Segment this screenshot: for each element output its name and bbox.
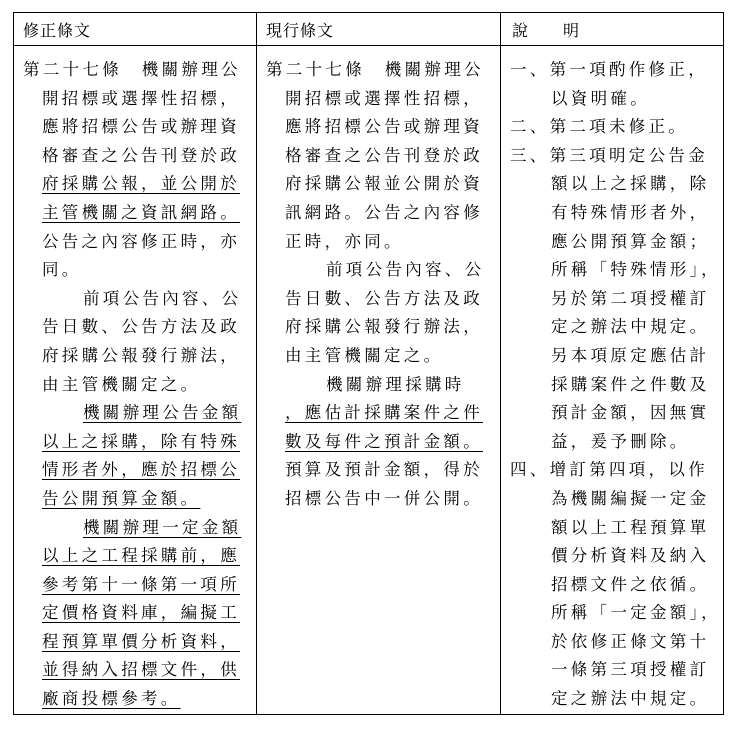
revised-underline: 參考第十一條第一項所 xyxy=(42,574,240,594)
current-text xyxy=(266,56,484,514)
text-line: 前項公告內容、公 xyxy=(83,288,242,308)
text-line: 應將招標公告或辦理資 xyxy=(285,117,483,137)
header-revised: 修正條文 xyxy=(23,21,92,40)
text-line: 同。 xyxy=(42,260,82,280)
text-line: 告日數、公告方法及政 xyxy=(285,288,483,308)
text-line xyxy=(23,456,241,485)
revised-text xyxy=(23,56,241,714)
text-line: 機關辦理採購時 xyxy=(326,374,465,394)
text-line: 由主管機關定之。 xyxy=(42,374,201,394)
text-line xyxy=(266,399,484,428)
text-line xyxy=(23,571,241,600)
text-line xyxy=(23,399,241,428)
text-line: 預計金額，因無實 xyxy=(551,403,710,423)
text-line: 另於第二項授權訂 xyxy=(551,288,710,308)
text-line: 第二十七條 機關辦理公 xyxy=(266,60,484,79)
text-line: 一條第三項授權訂 xyxy=(551,660,710,680)
text-line xyxy=(23,542,241,571)
text-line xyxy=(23,199,241,228)
text-line: 第二十七條 機關辦理公 xyxy=(23,60,241,79)
text-line: 四、增訂第四項，以作 xyxy=(510,460,708,480)
text-line: 益，爰予刪除。 xyxy=(551,431,690,451)
revised-underline: 情形者外，應於招標公 xyxy=(42,460,240,480)
revised-underline: 以上之工程採購前，應 xyxy=(42,546,240,566)
explanation-text xyxy=(510,56,721,714)
header-divider xyxy=(14,45,723,46)
text-line: 開招標或選擇性招標， xyxy=(285,88,483,108)
text-line: 公告之內容修正時，亦 xyxy=(42,231,240,251)
revised-underline: 程預算單價分析資料， xyxy=(42,631,240,651)
text-line xyxy=(23,656,241,685)
text-line: 定之辦法中規定。 xyxy=(551,317,710,337)
revised-underline: 定價格資料庫，編擬工 xyxy=(42,603,240,623)
text-line: 額以上工程預算單 xyxy=(551,517,710,537)
column-divider xyxy=(500,13,501,714)
text-line: 格審查之公告刊登於政 xyxy=(285,145,483,165)
text-line: 府採購公報發行辦法， xyxy=(285,317,483,337)
text-line: 前項公告內容、公 xyxy=(326,260,485,280)
text-line: 告日數、公告方法及政 xyxy=(42,317,240,337)
text-line: 價分析資料及納入 xyxy=(551,546,710,566)
text-line xyxy=(23,514,241,543)
comparison-table xyxy=(13,12,724,715)
text-line xyxy=(23,685,241,714)
header-explanation: 說 明 xyxy=(512,21,581,40)
text-line: 應公開預算金額； xyxy=(551,231,710,251)
current-underline: ，應估計採購案件之件 xyxy=(285,403,483,423)
text-line xyxy=(23,599,241,628)
revised-underline: 以上之採購，除有特殊 xyxy=(42,431,240,451)
revised-underline: 府採購公報，並公開於 xyxy=(42,174,240,194)
text-line: 三、第三項明定公告金 xyxy=(510,145,708,165)
text-line xyxy=(23,628,241,657)
text-line xyxy=(23,170,241,199)
text-line: 於依修正條文第十 xyxy=(551,631,710,651)
text-line: 有特殊情形者外， xyxy=(551,202,710,222)
text-line: 府採購公報並公開於資 xyxy=(285,174,483,194)
text-line: 所稱「特殊情形」， xyxy=(551,260,721,280)
text-line: 以資明確。 xyxy=(551,88,650,108)
text-line: 格審查之公告刊登於政 xyxy=(42,145,240,165)
text-line: 二、第二項未修正。 xyxy=(510,117,689,137)
text-line: 為機關編擬一定金 xyxy=(551,488,710,508)
text-line xyxy=(23,428,241,457)
text-line: 招標文件之依循。 xyxy=(551,574,710,594)
text-line: 預算及預計金額，得於 xyxy=(285,460,483,480)
text-line: 由主管機關定之。 xyxy=(285,345,444,365)
column-divider xyxy=(256,13,257,714)
text-line: 正時，亦同。 xyxy=(285,231,404,251)
text-line xyxy=(266,428,484,457)
revised-underline: 告公開預算金額。 xyxy=(42,488,201,508)
current-underline: 數及每件之預計金額。 xyxy=(285,431,483,451)
header-current: 現行條文 xyxy=(266,21,335,40)
revised-underline: 並得納入招標文件，供 xyxy=(42,660,240,680)
revised-underline: 主管機關之資訊網路。 xyxy=(42,202,240,222)
text-line: 採購案件之件數及 xyxy=(551,374,710,394)
text-line: 訊網路。公告之內容修 xyxy=(285,202,483,222)
text-line: 定之辦法中規定。 xyxy=(551,689,710,709)
text-line: 另本項原定應估計 xyxy=(551,345,710,365)
text-line: 所稱「一定金額」， xyxy=(551,603,721,623)
revised-underline: 廠商投標參考。 xyxy=(42,689,181,709)
revised-underline: 機關辦理一定金額 xyxy=(83,517,242,537)
text-line: 一、第一項酌作修正， xyxy=(510,60,708,79)
text-line: 額以上之採購，除 xyxy=(551,174,710,194)
text-line: 府採購公報發行辦法， xyxy=(42,345,240,365)
text-line: 招標公告中一併公開。 xyxy=(285,488,483,508)
text-line: 應將招標公告或辦理資 xyxy=(42,117,240,137)
text-line xyxy=(23,485,241,514)
revised-underline: 機關辦理公告金額 xyxy=(83,403,242,423)
text-line: 開招標或選擇性招標， xyxy=(42,88,240,108)
